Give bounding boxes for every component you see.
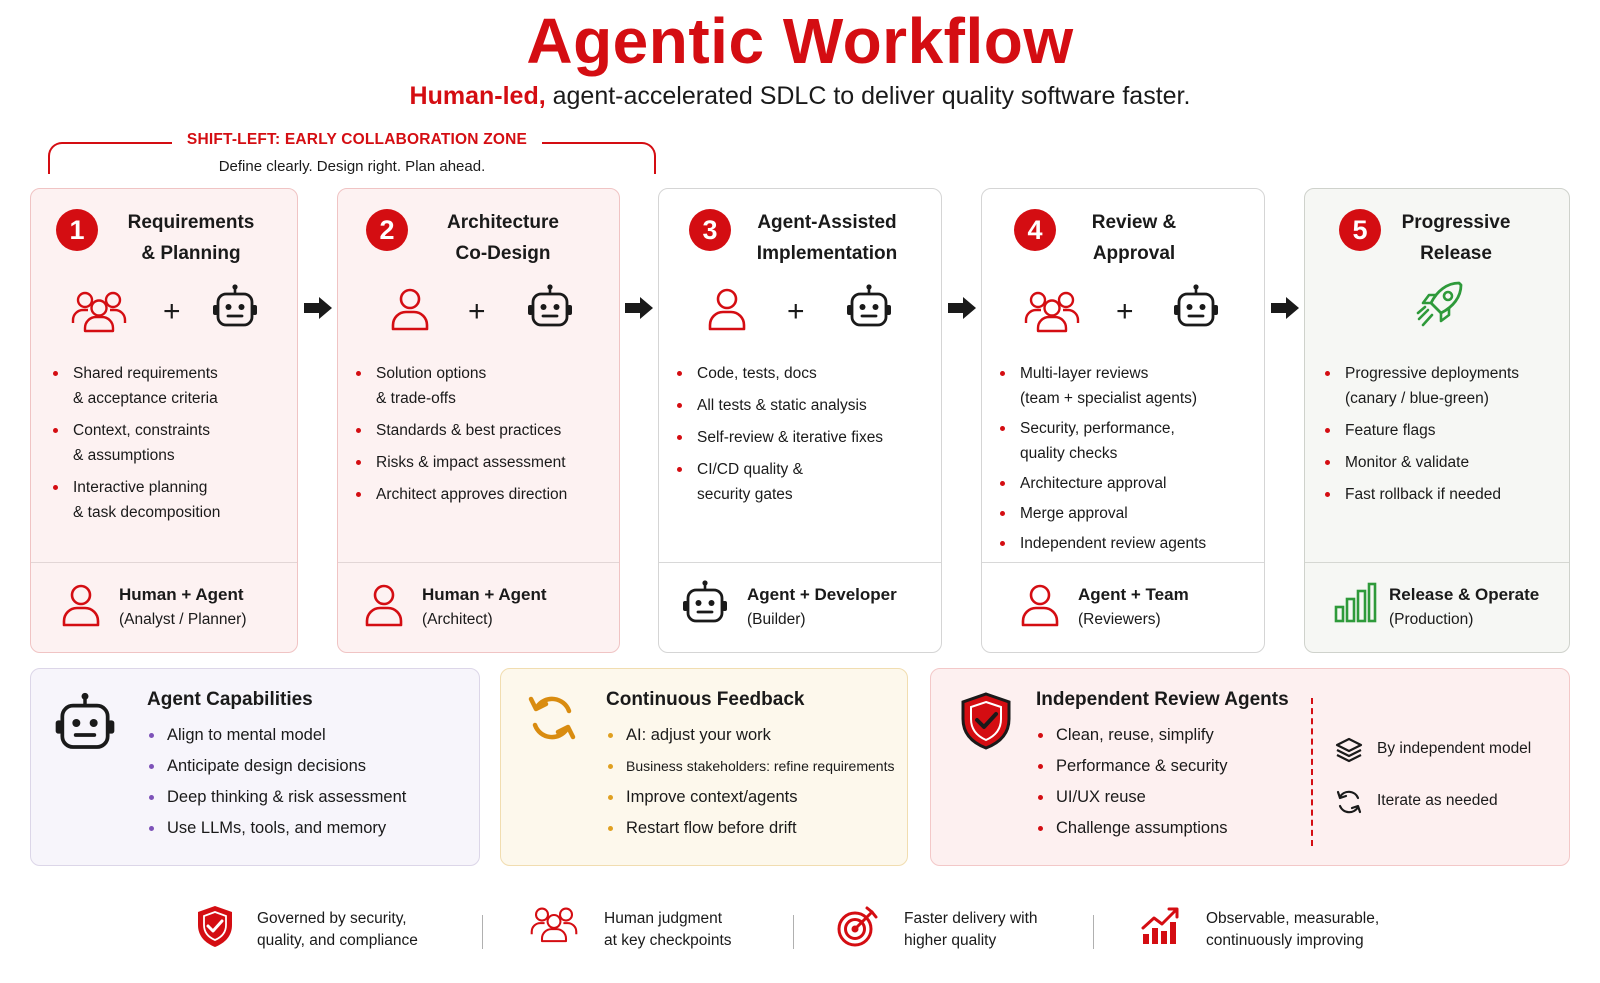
list-item [356, 482, 567, 507]
review-agents-list [1036, 723, 1228, 847]
bottom-item-human-judgment [530, 900, 770, 960]
bottom-item-text [257, 908, 418, 952]
shift-left-subtitle: Define clearly. Design right. Plan ahead. [218, 158, 486, 175]
list-item [1325, 482, 1519, 507]
list-item: Challenge assumptions [1036, 816, 1228, 840]
continuous-feedback-panel [500, 668, 908, 866]
list-item [53, 418, 220, 468]
role-subtitle: (Reviewers) [1078, 611, 1161, 628]
bottom-divider [793, 915, 794, 949]
person-icon [390, 287, 430, 331]
shield-check-icon [959, 691, 1013, 751]
stage-bullets [1325, 361, 1519, 514]
flow-arrow-icon [1270, 296, 1300, 320]
flow-arrow-icon [947, 296, 977, 320]
stage-title-line: & Planning [141, 243, 241, 264]
stage-title [101, 207, 281, 269]
bullet-line: Multi-layer reviews [1020, 365, 1149, 382]
bullet-line: Interactive planning [73, 479, 208, 496]
stage-requirements-planning [30, 188, 298, 653]
bar-chart-icon [1333, 581, 1377, 625]
robot-icon [526, 283, 574, 331]
stage-title-line: Review & [1091, 212, 1177, 233]
stage-role-footer [31, 562, 297, 652]
stage-role-footer [338, 562, 619, 652]
bottom-item-line: higher quality [904, 932, 997, 949]
stage-title [739, 207, 915, 269]
bottom-item-faster-delivery [836, 900, 1076, 960]
stage-title-line: Requirements [127, 212, 255, 233]
list-item: Deep thinking & risk assessment [147, 785, 406, 809]
bottom-item-line: Human judgment [604, 910, 723, 927]
list-item: Clean, reuse, simplify [1036, 723, 1228, 747]
stage-title-line: Co-Design [455, 243, 551, 264]
bullet-line: Solution options [376, 365, 487, 382]
role-subtitle: (Builder) [747, 611, 806, 628]
list-item [1000, 501, 1206, 526]
list-item [53, 361, 220, 411]
list-item [1325, 361, 1519, 411]
bullet-line: CI/CD quality & [697, 461, 803, 478]
growth-chart-icon [1140, 904, 1184, 948]
bullet-line: & acceptance criteria [73, 390, 218, 407]
bullet-line: Architecture approval [1020, 475, 1167, 492]
plus-sign: + [163, 295, 181, 328]
side-item-label: Iterate as needed [1377, 792, 1498, 809]
stage-role-footer [659, 562, 941, 652]
bullet-line: quality checks [1020, 445, 1118, 462]
stage-role-footer [1305, 562, 1569, 652]
bullet-line: (canary / blue-green) [1345, 390, 1489, 407]
list-item: Align to mental model [147, 723, 406, 747]
bullet-line: Merge approval [1020, 505, 1128, 522]
role-title: Agent + Developer [747, 585, 897, 604]
subtitle-highlight: Human-led, [409, 82, 546, 110]
bottom-item-line: at key checkpoints [604, 932, 732, 949]
list-item [677, 393, 883, 418]
list-item [53, 475, 220, 525]
stage-number-badge: 5 [1339, 209, 1381, 251]
person-icon [1020, 583, 1060, 627]
stage-title [1064, 207, 1204, 269]
subtitle-rest: agent-accelerated SDLC to deliver quality software faster. [545, 82, 1191, 110]
stage-title-line: Architecture [447, 212, 559, 233]
list-item [1325, 450, 1519, 475]
stage-number-badge: 4 [1014, 209, 1056, 251]
bottom-item-text [1206, 908, 1379, 952]
bullet-line: Progressive deployments [1345, 365, 1520, 382]
bullet-line: Standards & best practices [376, 422, 562, 439]
bullet-line: Context, constraints [73, 422, 210, 439]
flow-arrow-icon [303, 296, 333, 320]
list-item: AI: adjust your work [606, 723, 894, 747]
stage-title-line: Approval [1092, 243, 1176, 264]
list-item: Anticipate design decisions [147, 754, 406, 778]
bullet-line: & task decomposition [73, 504, 221, 521]
list-item: Restart flow before drift [606, 816, 894, 840]
stage-number-badge: 2 [366, 209, 408, 251]
list-item [677, 361, 883, 386]
bottom-item-text [604, 908, 732, 952]
people-icon [530, 904, 578, 944]
people-icon [71, 289, 127, 333]
bottom-item-line: quality, and compliance [257, 932, 418, 949]
robot-icon [1172, 283, 1220, 331]
bullet-line: Security, performance, [1020, 420, 1175, 437]
person-icon [364, 583, 404, 627]
list-item [1000, 361, 1206, 411]
person-icon [61, 583, 101, 627]
bottom-item-line: continuously improving [1206, 932, 1364, 949]
shift-left-label: SHIFT-LEFT: EARLY COLLABORATION ZONE [172, 131, 542, 149]
flow-arrow-icon [624, 296, 654, 320]
stage-title-line: Agent-Assisted [757, 212, 897, 233]
bullet-line: Architect approves direction [376, 486, 568, 503]
stage-progressive-release [1304, 188, 1570, 653]
bullet-line: All tests & static analysis [697, 397, 867, 414]
plus-sign: + [787, 295, 805, 328]
bullet-line: Self-review & iterative fixes [697, 429, 884, 446]
stage-title-line: Release [1420, 243, 1492, 264]
stage-title [413, 207, 593, 269]
list-item: Improve context/agents [606, 785, 894, 809]
robot-icon [845, 283, 893, 331]
bullet-line: Fast rollback if needed [1345, 486, 1501, 503]
panel-divider [1311, 698, 1313, 846]
panel-title: Continuous Feedback [606, 689, 805, 710]
panel-title: Agent Capabilities [147, 689, 313, 710]
bullet-line: (team + specialist agents) [1020, 390, 1198, 407]
stage-title-line: Progressive [1401, 212, 1511, 233]
bottom-item-text [904, 908, 1038, 952]
list-item: Business stakeholders: refine requirements [606, 754, 894, 778]
people-icon [1024, 289, 1080, 333]
list-item [356, 418, 567, 443]
stage-bullets [53, 361, 220, 532]
refresh-cycle-icon [525, 691, 579, 745]
bullet-line: Independent review agents [1020, 535, 1207, 552]
bottom-item-line: Observable, measurable, [1206, 910, 1380, 927]
bottom-item-line: Faster delivery with [904, 910, 1038, 927]
role-subtitle: (Analyst / Planner) [119, 611, 247, 628]
plus-sign: + [1116, 295, 1134, 328]
robot-icon [681, 579, 729, 627]
independent-review-agents-panel [930, 668, 1570, 866]
role-title: Human + Agent [119, 585, 244, 604]
bullet-line: Shared requirements [73, 365, 218, 382]
bullet-line: security gates [697, 486, 793, 503]
list-item [677, 425, 883, 450]
bullet-line: Monitor & validate [1345, 454, 1470, 471]
robot-icon [53, 691, 117, 755]
list-item [356, 450, 567, 475]
role-subtitle: (Architect) [422, 611, 493, 628]
bottom-item-line: Governed by security, [257, 910, 407, 927]
stage-bullets [356, 361, 567, 514]
list-item [1000, 416, 1206, 466]
bottom-divider [482, 915, 483, 949]
side-item-label: By independent model [1377, 740, 1532, 757]
stage-agent-implementation [658, 188, 942, 653]
bullet-line: Risks & impact assessment [376, 454, 566, 471]
person-icon [707, 287, 747, 331]
list-item [356, 361, 567, 411]
panel-title: Independent Review Agents [1036, 689, 1289, 710]
bullet-line: Feature flags [1345, 422, 1436, 439]
refresh-icon [1335, 788, 1363, 816]
bottom-item-governance [195, 900, 455, 960]
bottom-item-observable [1140, 900, 1400, 960]
stage-number-badge: 1 [56, 209, 98, 251]
agent-capabilities-panel [30, 668, 480, 866]
list-item [677, 457, 883, 507]
stage-role-footer [982, 562, 1264, 652]
layers-icon [1335, 736, 1363, 764]
stage-number-badge: 3 [689, 209, 731, 251]
stage-bullets [1000, 361, 1206, 561]
list-item [1325, 418, 1519, 443]
bullet-line: Code, tests, docs [697, 365, 817, 382]
page-subtitle [0, 82, 1600, 111]
bullet-line: & trade-offs [376, 390, 456, 407]
rocket-icon [1415, 279, 1465, 331]
list-item: Performance & security [1036, 754, 1228, 778]
bullet-line: & assumptions [73, 447, 175, 464]
page-title: Agentic Workflow [526, 5, 1074, 77]
capabilities-list [147, 723, 406, 847]
role-subtitle: (Production) [1389, 611, 1474, 628]
stage-bullets [677, 361, 883, 514]
list-item [1000, 531, 1206, 556]
bottom-divider [1093, 915, 1094, 949]
plus-sign: + [468, 295, 486, 328]
stage-title-line: Implementation [756, 243, 898, 264]
target-icon [836, 904, 880, 948]
list-item: Use LLMs, tools, and memory [147, 816, 406, 840]
role-title: Release & Operate [1389, 585, 1540, 604]
feedback-list [606, 723, 894, 847]
list-item [1000, 471, 1206, 496]
stage-review-approval [981, 188, 1265, 653]
role-title: Human + Agent [422, 585, 547, 604]
shield-check-icon [195, 904, 235, 950]
robot-icon [211, 283, 259, 331]
role-title: Agent + Team [1078, 585, 1189, 604]
stage-architecture-codesign [337, 188, 620, 653]
stage-title [1391, 207, 1521, 269]
list-item: UI/UX reuse [1036, 785, 1228, 809]
